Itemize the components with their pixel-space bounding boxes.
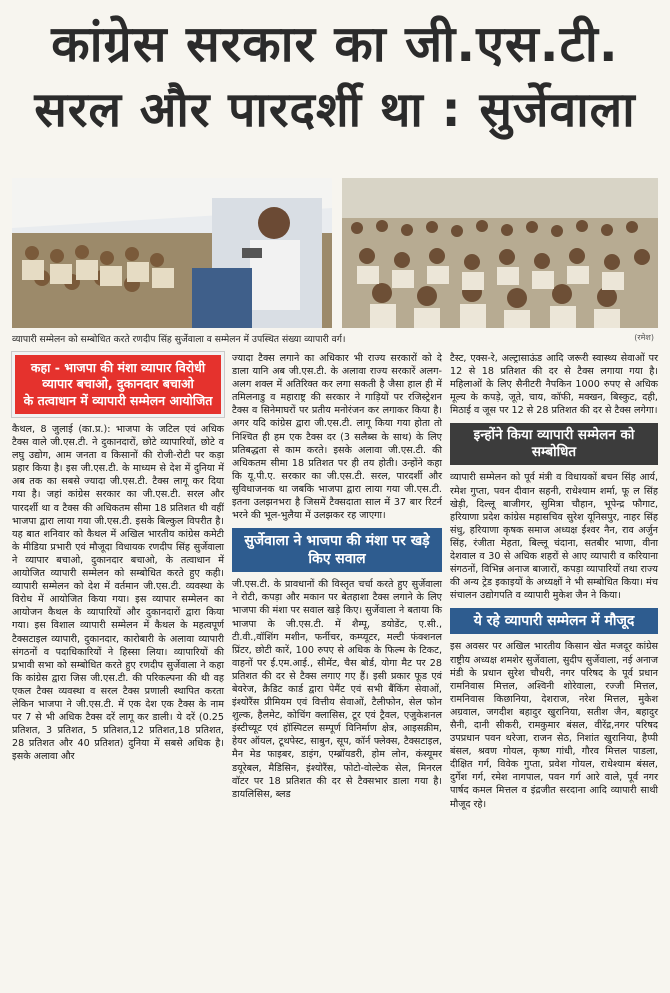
subheading-attendees: ये रहे व्यापारी सम्मेलन में मौजूद (450, 608, 658, 634)
speaker-at-podium-photo-icon (12, 178, 332, 328)
crowd-photo (342, 178, 658, 328)
article-paragraph-3a: टैस्ट, एक्स-रे, अल्ट्रासाऊंड आदि जरूरी स्वास्थ्य सेवाओं पर 12 से 18 प्रतिशत की दर से टैक्स लगाया गया है। महिलाओं के लिए सैनीटरी नैपकिन 1000 रुपए से अधिक मूल्य के कपड़े, जूते, चाय, कॉफी, मक्खन, बिस्कुट, दही, मिठाई व जूस पर 12 से 28 प्रतिशत की दर से टैक्स लगेगा। (450, 353, 658, 417)
article-column-1 (12, 352, 224, 763)
highlight-line-2: व्यापार बचाओ, दुकानदार बचाओ (42, 376, 194, 391)
article-paragraph-2a: ज्यादा टैक्स लगाने का अधिकार भी राज्य सरकारों को दे डाला यानि अब जी.एस.टी. के अलावा राज्य सरकारें अलग-अलग शक्ल में अतिरिक्त कर लगा सकती है जैसा हाल ही में तमिलनाडु व महाराष्ट्र की सरकार ने गाड़ियों पर रजिस्ट्रेशन टैक्स व सिनेमाघरों पर प्रतीय मनोरंजन कर लगाकर किया है। अगर यदि कांग्रेस द्वारा जी.एस.टी. लागू किया गया होता तो निश्चित ही हम एक टैक्स दर (3 सलैब्स के साथ) के लिए प्रतिबद्धता से काम करते। इसके अलावा जी.एस.टी. की अधिकतम सीमा 18 प्रतिशत पर ही तय होती। उन्होंने कहा कि यू.पी.ए. सरकार का जी.एस.टी. सरल, पारदर्शी और सुविधाजनक था जबकि भाजपा द्वारा लाया गया जी.एस.टी. इतना उलझनभरा है जिसमें टैक्सदाता साल में 37 बार रिटर्न भरने की भूल-भुलैया में उलझकर रह जाएगा। (232, 353, 442, 522)
caption-text: व्यापारी सम्मेलन को सम्बोधित करते रणदीप सिंह सुर्जेवाला व सम्मेलन में उपस्थित संख्या व्यापारी वर्ग। (12, 334, 346, 345)
headline (0, 0, 670, 172)
article-column-3 (450, 352, 658, 811)
subheading-bjp-intent: सुर्जेवाला ने भाजपा की मंशा पर खड़े किए सवाल (232, 528, 442, 572)
article-paragraph-3c: इस अवसर पर अखिल भारतीय किसान खेत मजदूर कांग्रेस राष्ट्रीय अध्यक्ष शमशेर सुर्जेवाला, सुदीप सुर्जेवाला, नई अनाज मंडी के प्रधान सुरेश चौधरी, नगर परिषद के पूर्व प्रधान रामनिवास मित्तल, अश्विनी शोरेवाला, रज्जी मित्तल, रामनिवास किछानिया, देशराज, नरेश मित्तल, मुकेश अग्रवाल, जगदीश बहादुर खुरानिया, सतीश जैन, बहादुर सैनी, दानी सीकरी, रामकुमार बंसल, वीरेंद्र,नगर परिषद उपप्रधान पवन थरेजा, राजन सेठ, निशांत खुरानिया, हैप्पी बंसल, श्रवण गोयल, कृष्ण गांधी, गौरव मित्तल पाडला, दीक्षित गर्ग, विवेक गुप्ता, प्रवेश गोयल, राधेश्याम बंसल, दुर्गेश गर्ग, रमेश नागपाल, पवन गर्ग आरे वाले, पूर्व नगर पार्षद कमल मित्तल व इंद्रजीत सरदाना आदि व्यापारी साथी मौजूद रहे। (450, 641, 658, 810)
crowd-audience-photo-icon (342, 178, 658, 328)
highlight-line-1: कहा - भाजपा की मंशा व्यापार विरोधी (30, 360, 206, 375)
photo-credit: (रमेश) (634, 333, 654, 342)
highlight-line-3: के तत्वाधान में व्यापारी सम्मेलन आयोजित (23, 393, 213, 408)
article-column-2 (232, 352, 442, 801)
subheading-speakers: इन्होंने किया व्यापारी सम्मेलन को सम्बोधित (450, 423, 658, 465)
headline-line-1: कांग्रेस सरकार का जी.एस.टी. (51, 15, 619, 73)
speaker-photo (12, 178, 332, 328)
article-paragraph-3b: व्यापारी सम्मेलन को पूर्व मंत्री व विधायकों बचन सिंह आर्य, रमेश गुप्ता, पवन दीवान सहनी, राधेश्याम शर्मा, फू ल सिंह खेड़ी, दिल्लू बाजीगर, सुमित्रा चौहान, भूपेन्द्र फौगाट, हरियाणा प्रदेश कांग्रेस महासचिव सुरेश यूनिसपुर, नाहर सिंह संधु, हरियाणा कृषक समाज अध्यक्ष ईश्वर नैन, राव अर्जुन सिंह, रंजीता मेहता, बिल्लू चंदाना, सतबीर भाणा, वीना देशवाल व 30 से अधिक शहरों से आए व्यापारी व करियाना संगठनों, विभिन्न अनाज बाजारों, कपड़ा व्यापारियों तथा राज्य की अन्य ट्रेड इकाइयों के अध्यक्षों ने भी सम्बोधित किया। मंच संचालन उद्योगपति व व्यापारी मुकेश जैन ने किया। (450, 472, 658, 602)
article-paragraph-1: कैथल, 8 जुलाई (का.प्र.): भाजपा के जटिल एवं अधिक टैक्स वाले जी.एस.टी. ने दुकानदारों, छोटे व्यापारियों, छोटे व लघु उद्योग, आम जनता व किसानों की रोजी-रोटी पर कड़ा प्रहार किया है। इस जी.एस.टी. के माध्यम से देश में दुनिया में अब तक का सबसे ज्यादा जी.एस.टी. टैक्स लागू कर दिया गया है। जहां कांग्रेस सरकार का जी.एस.टी. सरल और पारदर्शी था व टैक्स की अधिकतम सीमा 18 प्रतिशत थी वहीं भाजपा द्वारा लाया गया जी.एस.टी. इसके बिल्कुल विपरीत है। यह बात शनिवार को कैथल में अखिल भारतीय कांग्रेस कमेटी के मीडिया प्रभारी एवं मौजूदा विधायक रणदीप सिंह सुर्जेवाला ने व्यापार बचाओ, दुकानदार बचाओ, के तत्वाधान में आयोजित व्यापारी सम्मेलन को सम्बोधित करते हुए कही। व्यापारी सम्मेलन को देश में वर्तमान जी.एस.टी. व्यवस्था के विरोध में आयोजित किया गया। इस व्यापार सम्मेलन का आयोजन कैथल के व्यापारियों और दुकानदारों द्वारा किया गया। इस विशाल व्यापारी सम्मेलन में कैथल के महत्वपूर्ण टैक्सटाइल व्यापारी, दुकानदार, कारोबारी के अलावा व्यापारी संगठनों व पदाधिकारियों ने हिस्सा लिया। व्यापारियों की प्रभावी सभा को सम्बोधित करते हुए रणदीप सुर्जेवाला ने कहा कि कांग्रेस द्वारा जिस जी.एस.टी. की परिकल्पना की थी वह एकल टैक्स व्यवस्था व सरल टैक्स प्रणाली स्थापित करता लेकिन भाजपा ने जी.एस.टी. में एक देश एक टैक्स के नाम पर 7 से भी अधिक टैक्स दरें लागू कर डाली। ये दरें (0.25 प्रतिशत, 3 प्रतिशत, 5 प्रतिशत,12 प्रतिशत,18 प्रतिशत, 28 प्रतिशत और 40 प्रतिशत) दुनिया में सबसे अधिक है। इसके अलावा और (12, 424, 224, 763)
article-paragraph-2b: जी.एस.टी. के प्रावधानों की विस्तृत चर्चा करते हुए सुर्जेवाला ने रोटी, कपड़ा और मकान पर बेतहाशा टैक्स लगाने के लिए भाजपा की मंशा पर सवाल खड़े किए। सुर्जेवाला ने बताया कि भाजपा के जी.एस.टी. में शैम्पू, डयोडेंट, ए.सी., टी.वी.,वॉशिंग मशीन, फर्नीचर, कम्प्यूटर, मल्टी फंक्शनल प्रिंटर, छोटी कारें, 100 रुपए से अधिक के फिल्म के टिकट, वाहनों पर ई.एम.आई., सीमेंट, चैस बोर्ड, योगा मैट पर 28 प्रतिशत की दर से टैक्स लगाए गए हैं। इसी प्रकार फूड एवं बेवरेज, क्रैडिट कार्ड द्वारा पेमैंट एवं सभी बैंकिंग सेवाओं, इंश्योरैंस प्रीमियम एवं वित्तीय सेवाओं, टैलीफोन, सेल फोन शुल्क, हैलमेट, कोचिंग क्लासिस, टूर एवं ट्रैवल, एजुकेशनल इंस्टीच्यूट एवं हॉस्पिटल सम्पूर्ण विनिर्माण क्षेत्र, आइसक्रीम, हेयर ऑयल, टूथपेस्ट, साबुन, सूप, कॉर्न फ्लेक्स, टैक्सटाइल, मैन मेड फाइबर, डाइंग, एम्ब्रॉयडरी, होम लोन, कंस्यूमर डयूरेबल, मैडिसिन, इंश्योरैंस, फोटो-वोल्टेक सेल, मिनरल वॉटर पर 18 प्रतिशत की दर से टैक्सभार डाला गया है। डायलिसिस, ब्लड (232, 579, 442, 800)
highlight-box (12, 352, 224, 417)
headline-line-2: सरल और पारदर्शी था : सुर्जेवाला (34, 81, 636, 138)
photo-caption (12, 332, 658, 348)
